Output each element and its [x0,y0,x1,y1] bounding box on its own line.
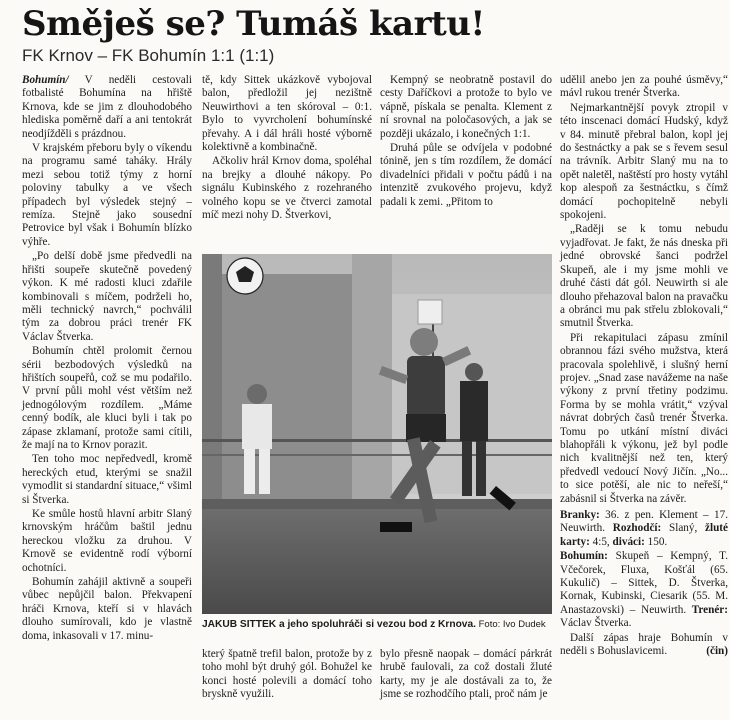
article-column-2-continuation: který špatně trefil balon, protože by z toho mohl být druhý gól. Bohužel ke konci hosté polevili a domácí toho bryskně využili. [202,648,372,701]
paragraph: Ačkoliv hrál Krnov doma, spoléhal na brejky a dlouhé nákopy. Po signálu Kubinského z rozehraného volného kopu se ve čtverci zamotal míč mezi nohy D. Štverkovi, [202,155,372,222]
article-column-4 [560,74,728,658]
paragraph: Druhá půle se odvíjela v podobné tónině, jen s tím rozdílem, že domácí divadelníci přidali v počtu pádů i na intenzitě zvukového projevu, když padali k zemi. „Přitom to [380,142,552,208]
paragraph: Bohumín/ V neděli cestovali fotbalisté Bohumína na hřiště Krnova, kde se jim z dlouhodobého hlediska poměrně daří a ani tentokrát neodjížděli s prázdnou. [22,74,192,140]
paragraph: Bohumín chtěl prolomit černou sérii bezbodových výsledků na hřištích soupeřů, což se mu podařilo. V první půli mohl vést větším než jednogólovým rozdílem. „Máme cenný bodík, ale kluci byli i tak po zápase zklamaní, protože sami cítili, že mají na to Krnov porazit. [22,345,192,451]
author-signature: (čin) [706,645,728,658]
dateline: Bohumín/ [22,74,69,86]
article-column-3-continuation: bylo přesně naopak – domácí párkrát hrubě faulovali, za což dostali žluté karty, my je ale dostávali za to, že jsme se rozhodčího ptali, proč nám je [380,648,552,701]
paragraph: „Raději se k tomu nebudu vyjadřovat. Je fakt, že nás dneska při jedné obrovské šanci podržel Skupeň, ale i my jsme mohli ve druhé části dát gól. Neuwirth si ale dlouho přehazoval balon na pravačku a obránci mu pak střelu zblokovali,“ smutnil Štverka. [560,223,728,330]
photo-illustration [202,254,552,614]
paragraph: V krajském přeboru byly o víkendu na programu samé taháky. Hrály mezi sebou totiž týmy z horní poloviny tabulky a ve všech případech byl výsledek stejný – remíza. Stejně jako sousední Petrovice byl však i Bohumín blízko výhře. [22,142,192,248]
headline: Směješ se? Tumáš kartu! [22,4,485,44]
article-column-3 [380,74,552,209]
lineup: Bohumín: Skupeň – Kempný, T. Včečorek, Fluxa, Košťál (65. Kukulič) – Sittek, D. Štverka, Kornak, Kubinski, Ciesarik (55. M. Anastazovski) – Neuwirth. Trenér: Václav Štverka. [560,550,728,630]
photo-caption [202,619,552,631]
paragraph: „Po delší době jsme předvedli na hřišti soupeře skutečně povedený výkon. K mé radosti kluci zdařile kombinovali s míčem, podrželi ho, měli technický navrch,“ pochválil tým za dobrou práci trenér FK Václav Štverka. [22,250,192,343]
caption-text: JAKUB SITTEK a jeho spoluhráči si vezou bod z Krnova. [202,619,476,630]
paragraph: Kempný se neobratně postavil do cesty Daříčkovi a protože to bylo ve vápně, pískala se penalta. Klement z ní srovnal na poločasových, a jak se později ukázalo, i konečných 1:1. [380,74,552,140]
match-photo [202,254,552,614]
article-column-1 [22,74,192,643]
paragraph-next-match: Další zápas hraje Bohumín v neděli s Bohuslavicemi. [560,631,728,658]
paragraph: Bohumín zahájil aktivně a soupeři vůbec nepůjčil balon. Překvapení hráči Krnova, kteří si v hlavách dlouho sumírovali, kdo je vlastně doma, inkasovali v 17. minu- [22,576,192,642]
article-column-2 [202,74,372,222]
paragraph: Ten toho moc nepředvedl, kromě hereckých etud, kterými se snažil vymodlit si standardní situace,“ všiml si Štverka. [22,453,192,506]
paragraph: Ke smůle hostů hlavní arbitr Slaný krnovským hráčům baštil jednu hereckou vložku za druhou. V Krnově se evidentně rodí výborní ochotníci. [22,508,192,574]
match-stats: Branky: 36. z pen. Klement – 17. Neuwirth. Rozhodčí: Slaný, žluté karty: 4:5, diváci: 150. [560,509,728,548]
paragraph: udělil anebo jen za pouhé úsměvy,“ mávl rukou trenér Štverka. [560,74,728,100]
paragraph: tě, kdy Sittek ukázkově vybojoval balon, předložil jej nezištně Neuwirthovi a ten skóroval – 0:1. Bylo to vyvrcholení bohumínské převahy. A i dál hráli hosté výborně kolektivně a kombinačně. [202,74,372,154]
paragraph: Při rekapitulaci zápasu zmínil obrannou fázi svého mužstva, která pracovala spolehlivě, i slušný herní projev. „Snad zase navážeme na naše výkony z první třetiny podzimu. Forma by se mohla vrátit,“ vzýval návrat dobrých časů trenér Štverka. Tomu po utkání místní diváci blahopřáli k výkonu, jež byl podle nich kvalitnější než ten, který předvedl vedoucí Nový Jičín. „No... to sice potěší, ale nic to neřeší,“ zabásnil si Štverka na závěr. [560,331,728,505]
photo-credit: Foto: Ivo Dudek [475,619,546,630]
paragraph: Nejmarkantnější povyk ztropil v této inscenaci domácí Hudský, když v 84. minutě přebral balon, kopl jej do šestnáctky a pak se s řevem sesul na trávník. Arbitr Slaný mu na to opět naletěl, naštěstí pro hosty vytáhl kop alespoň za šestnáctku, s čímž domácí pochopitelně nebyli spokojeni. [560,101,728,222]
subheadline-score: FK Krnov – FK Bohumín 1:1 (1:1) [22,46,275,65]
